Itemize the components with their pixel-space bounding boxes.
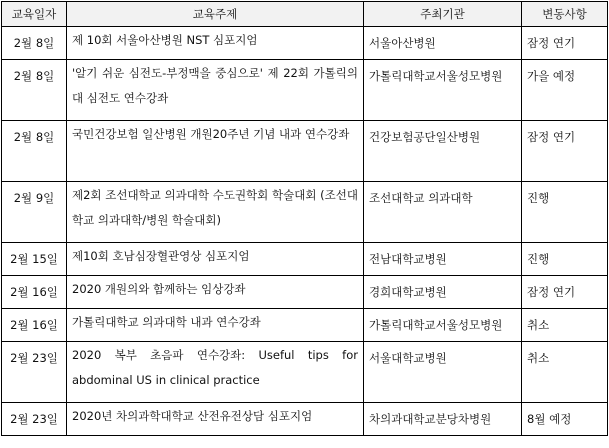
- cell-topic: [67, 121, 364, 182]
- cell-topic: [67, 309, 364, 342]
- cell-host: 조선대학교 의과대학: [364, 182, 522, 243]
- cell-host: 서울아산병원: [364, 27, 522, 60]
- cell-date: 2월 16일: [2, 276, 67, 309]
- table-row: [2, 121, 608, 182]
- header-change: 변동사항: [522, 2, 608, 27]
- cell-date: 2월 23일: [2, 342, 67, 403]
- table-row: [2, 276, 608, 309]
- table-header-row: [2, 2, 608, 27]
- cell-date: 2월 8일: [2, 27, 67, 60]
- cell-topic: [67, 27, 364, 60]
- cell-change: 가을 예정: [522, 60, 608, 121]
- topic-text: 제 10회 서울아산병원 NST 심포지엄: [72, 33, 258, 47]
- cell-host: 가톨릭대학교서울성모병원: [364, 309, 522, 342]
- cell-topic: [67, 60, 364, 121]
- cell-host: 서울대학교병원: [364, 342, 522, 403]
- cell-host: 건강보험공단일산병원: [364, 121, 522, 182]
- cell-change: 잠정 연기: [522, 276, 608, 309]
- cell-change: 취소: [522, 309, 608, 342]
- cell-change: 잠정 연기: [522, 27, 608, 60]
- table-row: [2, 403, 608, 436]
- table-row: [2, 309, 608, 342]
- cell-topic: [67, 276, 364, 309]
- header-date: 교육일자: [2, 2, 67, 27]
- cell-topic: [67, 182, 364, 243]
- topic-text: 국민건강보험 일산병원 개원20주년 기념 내과 연수강좌: [72, 127, 350, 141]
- cell-change: 진행: [522, 182, 608, 243]
- cell-topic: [67, 243, 364, 276]
- cell-change: 잠정 연기: [522, 121, 608, 182]
- cell-host: 전남대학교병원: [364, 243, 522, 276]
- table-row: [2, 182, 608, 243]
- cell-topic: [67, 342, 364, 403]
- topic-text: '알기 쉬운 심전도-부정맥을 중심으로' 제 22회 가톨릭의대 심전도 연수강좌: [72, 66, 358, 105]
- cell-date: 2월 8일: [2, 121, 67, 182]
- topic-text: 2020년 차의과학대학교 산전유전상담 심포지엄: [72, 409, 313, 423]
- cell-change: 8월 예정: [522, 403, 608, 436]
- cell-host: 차의과대학교분당차병원: [364, 403, 522, 436]
- cell-date: 2월 16일: [2, 309, 67, 342]
- topic-text: 제10회 호남심장혈관영상 심포지엄: [72, 249, 250, 263]
- cell-date: 2월 23일: [2, 403, 67, 436]
- cell-change: 취소: [522, 342, 608, 403]
- topic-text: 2020 복부 초음파 연수강좌: Useful tips for abdominal US in clinical practice: [72, 348, 358, 387]
- table-row: [2, 243, 608, 276]
- table-row: [2, 342, 608, 403]
- cell-date: 2월 9일: [2, 182, 67, 243]
- cell-host: 경희대학교병원: [364, 276, 522, 309]
- header-host: 주최기관: [364, 2, 522, 27]
- cell-date: 2월 15일: [2, 243, 67, 276]
- education-schedule-table: [1, 1, 608, 436]
- cell-change: 진행: [522, 243, 608, 276]
- cell-date: 2월 8일: [2, 60, 67, 121]
- cell-topic: [67, 403, 364, 436]
- topic-text: 제2회 조선대학교 의과대학 수도권학회 학술대회 (조선대학교 의과대학/병원 학술대회): [72, 188, 358, 227]
- table-row: [2, 27, 608, 60]
- topic-text: 가톨릭대학교 의과대학 내과 연수강좌: [72, 315, 261, 329]
- topic-text: 2020 개원의와 함께하는 임상강좌: [72, 282, 246, 296]
- cell-host: 가톨릭대학교서울성모병원: [364, 60, 522, 121]
- table-row: [2, 60, 608, 121]
- header-topic: 교육주제: [67, 2, 364, 27]
